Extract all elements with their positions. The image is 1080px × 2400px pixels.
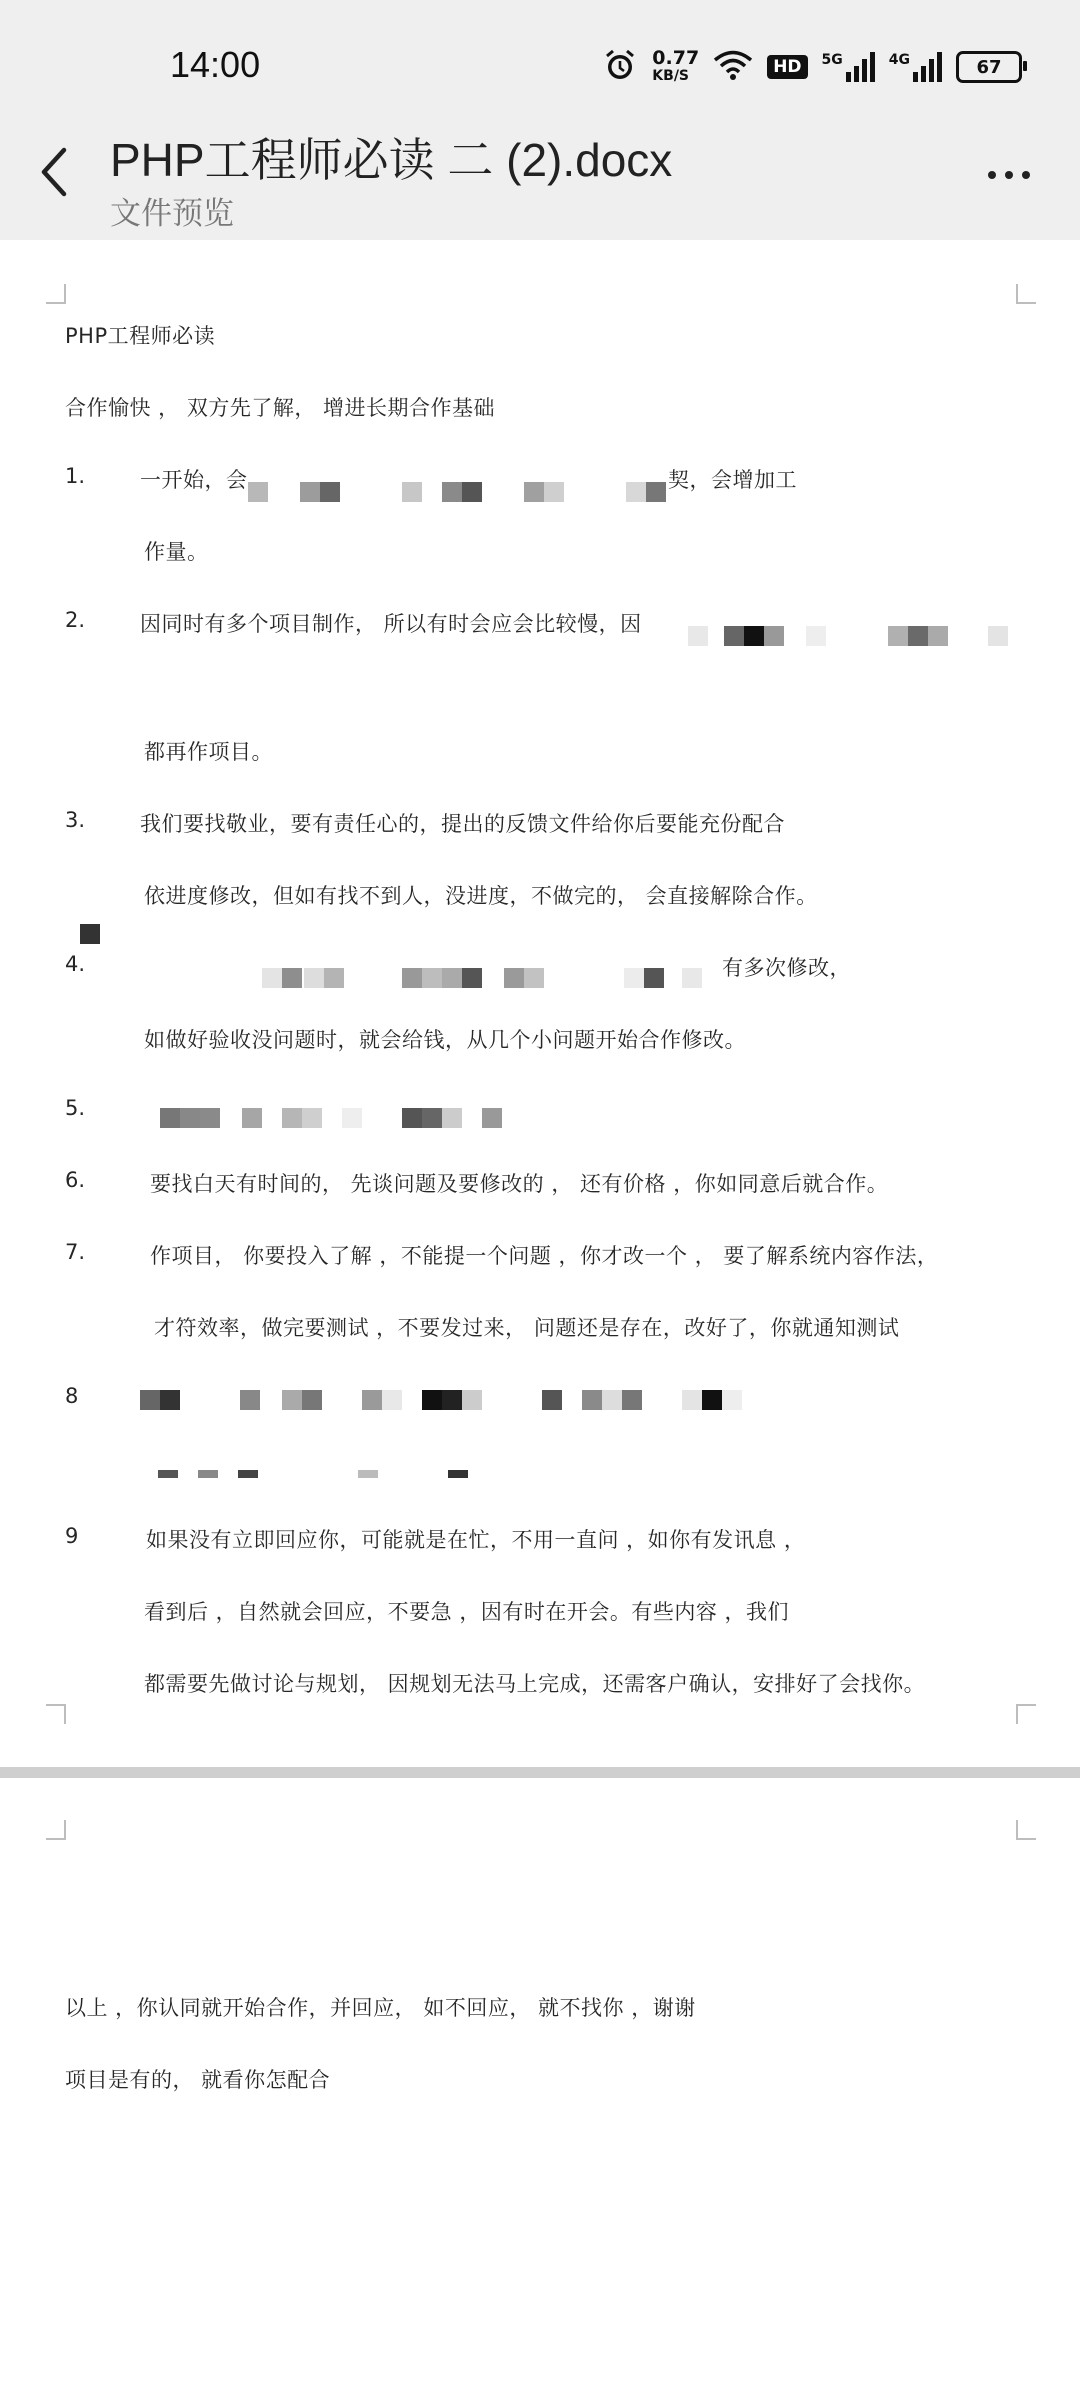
- item-number: 8: [65, 1384, 79, 1408]
- wifi-icon: [713, 49, 753, 85]
- item-number: 6.: [65, 1168, 86, 1192]
- redaction: [248, 482, 668, 502]
- item-text: 才符效率，做完要测试 ，不要发过来， 问题还是存在，改好了，你就通知测试: [154, 1316, 900, 1340]
- more-dot-icon: [1022, 171, 1030, 179]
- doc-paragraph: 项目是有的， 就看你怎配合: [65, 2068, 331, 2092]
- alarm-icon: [602, 47, 638, 87]
- item-number: 7.: [65, 1240, 86, 1264]
- item-text: 契，会增加工: [668, 468, 797, 492]
- item-text: 如做好验收没问题时，就会给钱，从几个小问题开始合作修改。: [144, 1028, 746, 1052]
- item-number: 2.: [65, 608, 86, 632]
- document-preview[interactable]: [0, 240, 1080, 2400]
- more-dot-icon: [988, 171, 996, 179]
- item-number: 5.: [65, 1096, 86, 1120]
- page-corner-mark: [1016, 1704, 1036, 1724]
- item-text: 如果没有立即回应你，可能就是在忙，不用一直问 ，如你有发讯息 ，: [146, 1528, 806, 1552]
- item-number: 4.: [65, 952, 86, 976]
- app-header: [0, 0, 1080, 240]
- page-corner-mark: [46, 284, 66, 304]
- hd-voice-icon: HD: [767, 55, 807, 79]
- page-separator: [0, 1767, 1080, 1778]
- back-button[interactable]: [22, 140, 86, 204]
- signal-4g-icon: 4G: [889, 52, 942, 82]
- more-options-button[interactable]: [974, 150, 1044, 200]
- item-text: 都需要先做讨论与规划， 因规划无法马上完成，还需客户确认，安排好了会找你。: [144, 1672, 926, 1696]
- status-icons: [602, 44, 1022, 90]
- doc-paragraph: 以上 ，你认同就开始合作，并回应， 如不回应， 就不找你 ，谢谢: [65, 1996, 696, 2020]
- more-dot-icon: [1005, 171, 1013, 179]
- item-number: 3.: [65, 808, 86, 832]
- doc-intro: 合作愉快 ， 双方先了解， 增进长期合作基础: [65, 396, 496, 420]
- network-speed: 0.77 KB/S: [652, 47, 700, 84]
- document-subtitle: 文件预览: [110, 196, 234, 232]
- item-text: 作量。: [144, 540, 209, 564]
- item-text: 一开始，会: [140, 468, 248, 492]
- item-text: 看到后 ，自然就会回应，不要急 ，因有时在开会。有些内容 ，我们: [144, 1600, 790, 1624]
- page-corner-mark: [46, 1704, 66, 1724]
- redaction: [140, 1390, 750, 1410]
- status-time: 14:00: [170, 44, 261, 85]
- document-title: PHP工程师必读 二 (2).docx: [110, 134, 673, 186]
- redaction: [80, 924, 100, 944]
- item-text: 要找白天有时间的， 先谈问题及要修改的 ， 还有价格 ，你如同意后就合作。: [150, 1172, 889, 1196]
- item-text: 我们要找敬业，要有责任心的，提出的反馈文件给你后要能充份配合: [140, 812, 785, 836]
- back-arrow-icon: [34, 144, 74, 200]
- page-corner-mark: [1016, 1820, 1036, 1840]
- redaction: [158, 1470, 498, 1478]
- battery-icon: 67: [956, 51, 1022, 83]
- redaction: [688, 626, 1018, 646]
- item-number: 9: [65, 1524, 79, 1548]
- redaction: [160, 1108, 510, 1128]
- item-text: 有多次修改，: [722, 956, 851, 980]
- item-text: 因同时有多个项目制作， 所以有时会应会比较慢，因: [140, 612, 642, 636]
- redaction: [262, 968, 702, 988]
- doc-heading: PHP工程师必读: [65, 324, 216, 348]
- page-corner-mark: [46, 1820, 66, 1840]
- signal-5g-icon: 5G: [822, 52, 875, 82]
- item-text: 作项目， 你要投入了解 ，不能提一个问题 ，你才改一个 ， 要了解系统内容作法，: [150, 1244, 939, 1268]
- item-number: 1.: [65, 464, 86, 488]
- page-corner-mark: [1016, 284, 1036, 304]
- item-text: 都再作项目。: [144, 740, 273, 764]
- item-text: 依进度修改，但如有找不到人，没进度，不做完的， 会直接解除合作。: [144, 884, 818, 908]
